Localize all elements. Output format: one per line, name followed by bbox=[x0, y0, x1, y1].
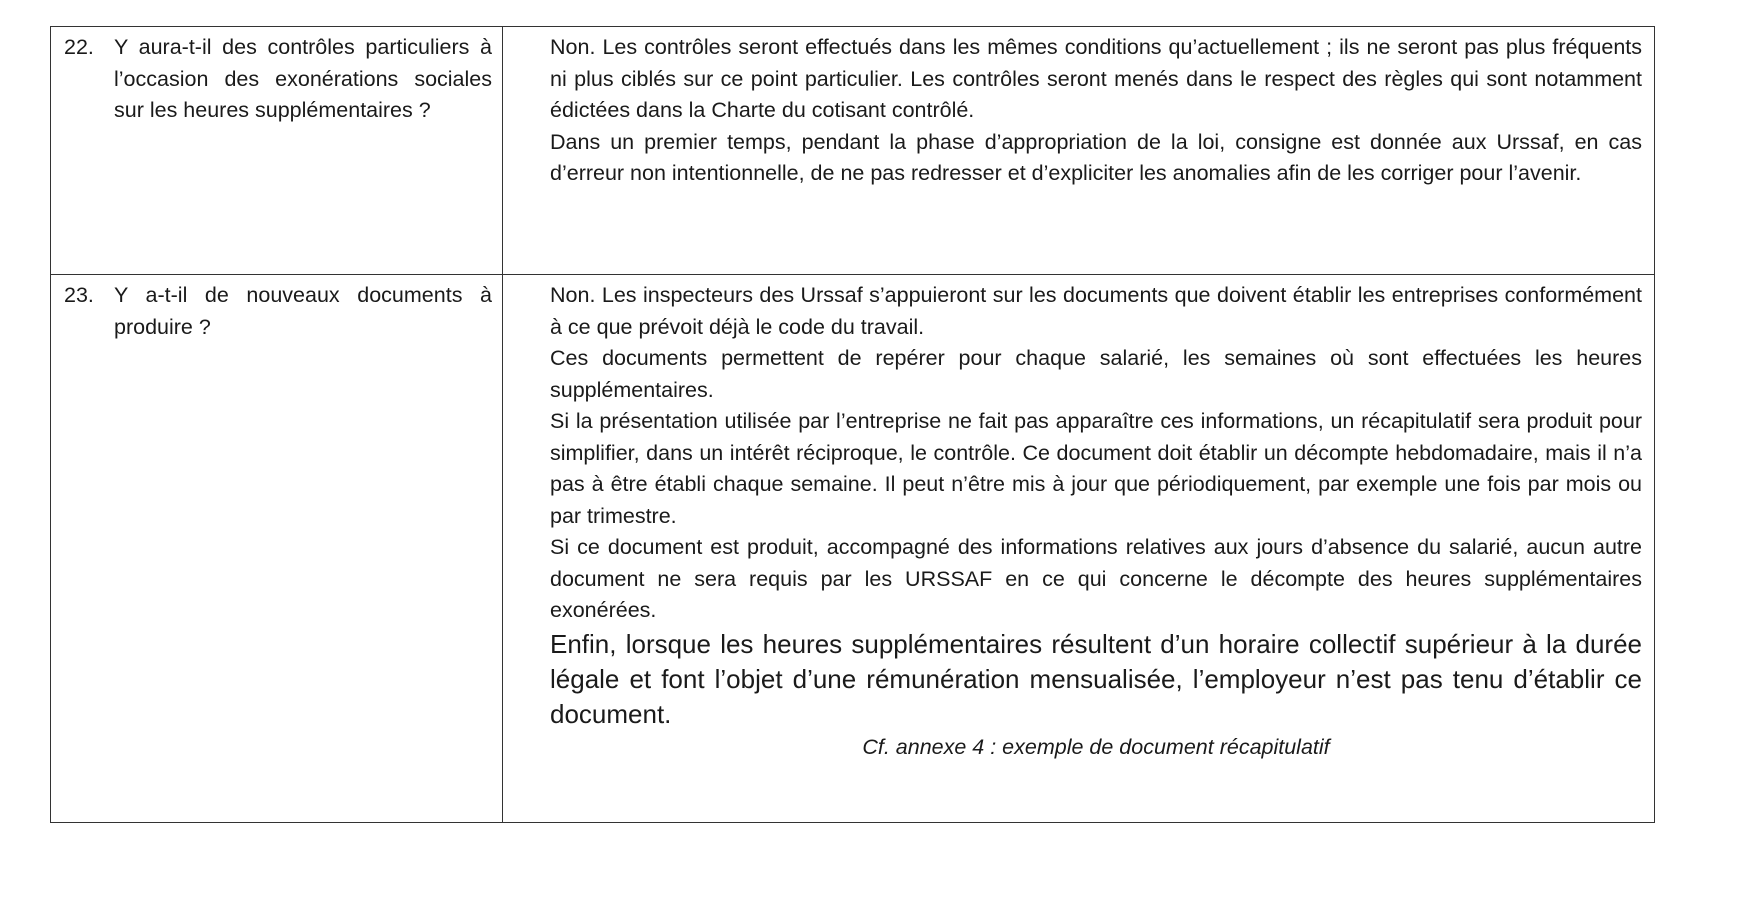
answer-paragraph: Si la présentation utilisée par l’entreprise ne fait pas apparaître ces informations, un récapitulatif sera produit pour simplifier, dans un intérêt réciproque, le contrôle. Ce document doit établir un décompte hebdomadaire, mais il n’a pas à être établi chaque semaine. Il peut n’être mis à jour que périodiquement, par exemple une fois par mois ou par trimestre. bbox=[550, 409, 1642, 528]
question-text: Y aura-t-il des contrôles particuliers à l’occasion des exonérations sociales sur les heures supplémentaires ? bbox=[114, 35, 492, 122]
table-row bbox=[51, 27, 1655, 275]
question-number: 22. bbox=[64, 35, 94, 59]
answer-paragraph: Ces documents permettent de repérer pour chaque salarié, les semaines où sont effectuées les heures supplémentaires. bbox=[550, 346, 1642, 402]
answer-cell bbox=[503, 27, 1655, 275]
answer-paragraph: Dans un premier temps, pendant la phase d’appropriation de la loi, consigne est donnée aux Urssaf, en cas d’erreur non intentionnelle, de ne pas redresser et d’expliciter les anomalies afin de les corriger pour l’avenir. bbox=[550, 129, 1642, 185]
question-cell bbox=[51, 275, 503, 823]
question-cell bbox=[51, 27, 503, 275]
question-text: Y a-t-il de nouveaux documents à produire ? bbox=[114, 283, 492, 339]
answer-paragraph: Enfin, lorsque les heures supplémentaires résultent d’un horaire collectif supérieur à la durée légale et font l’objet d’une rémunération mensualisée, l’employeur n’est pas tenu d’établir ce document. bbox=[550, 628, 1642, 729]
table-row bbox=[51, 275, 1655, 823]
faq-table bbox=[50, 26, 1655, 823]
answer-paragraph: Non. Les inspecteurs des Urssaf s’appuieront sur les documents que doivent établir les entreprises conformément à ce que prévoit déjà le code du travail. bbox=[550, 283, 1642, 339]
question-number: 23. bbox=[64, 283, 94, 307]
answer-paragraph: Non. Les contrôles seront effectués dans les mêmes conditions qu’actuellement ; ils ne seront pas plus fréquents ni plus ciblés sur ce point particulier. Les contrôles seront menés dans le respect des règles qui sont notamment édictées dans la Charte du cotisant contrôlé. bbox=[550, 35, 1642, 122]
answer-paragraph: Si ce document est produit, accompagné des informations relatives aux jours d’absence du salarié, aucun autre document ne sera requis par les URSSAF en ce qui concerne le décompte des heures supplémentaires exonérées. bbox=[550, 535, 1642, 622]
annex-reference: Cf. annexe 4 : exemple de document récapitulatif bbox=[862, 734, 1330, 759]
answer-cell bbox=[503, 275, 1655, 823]
